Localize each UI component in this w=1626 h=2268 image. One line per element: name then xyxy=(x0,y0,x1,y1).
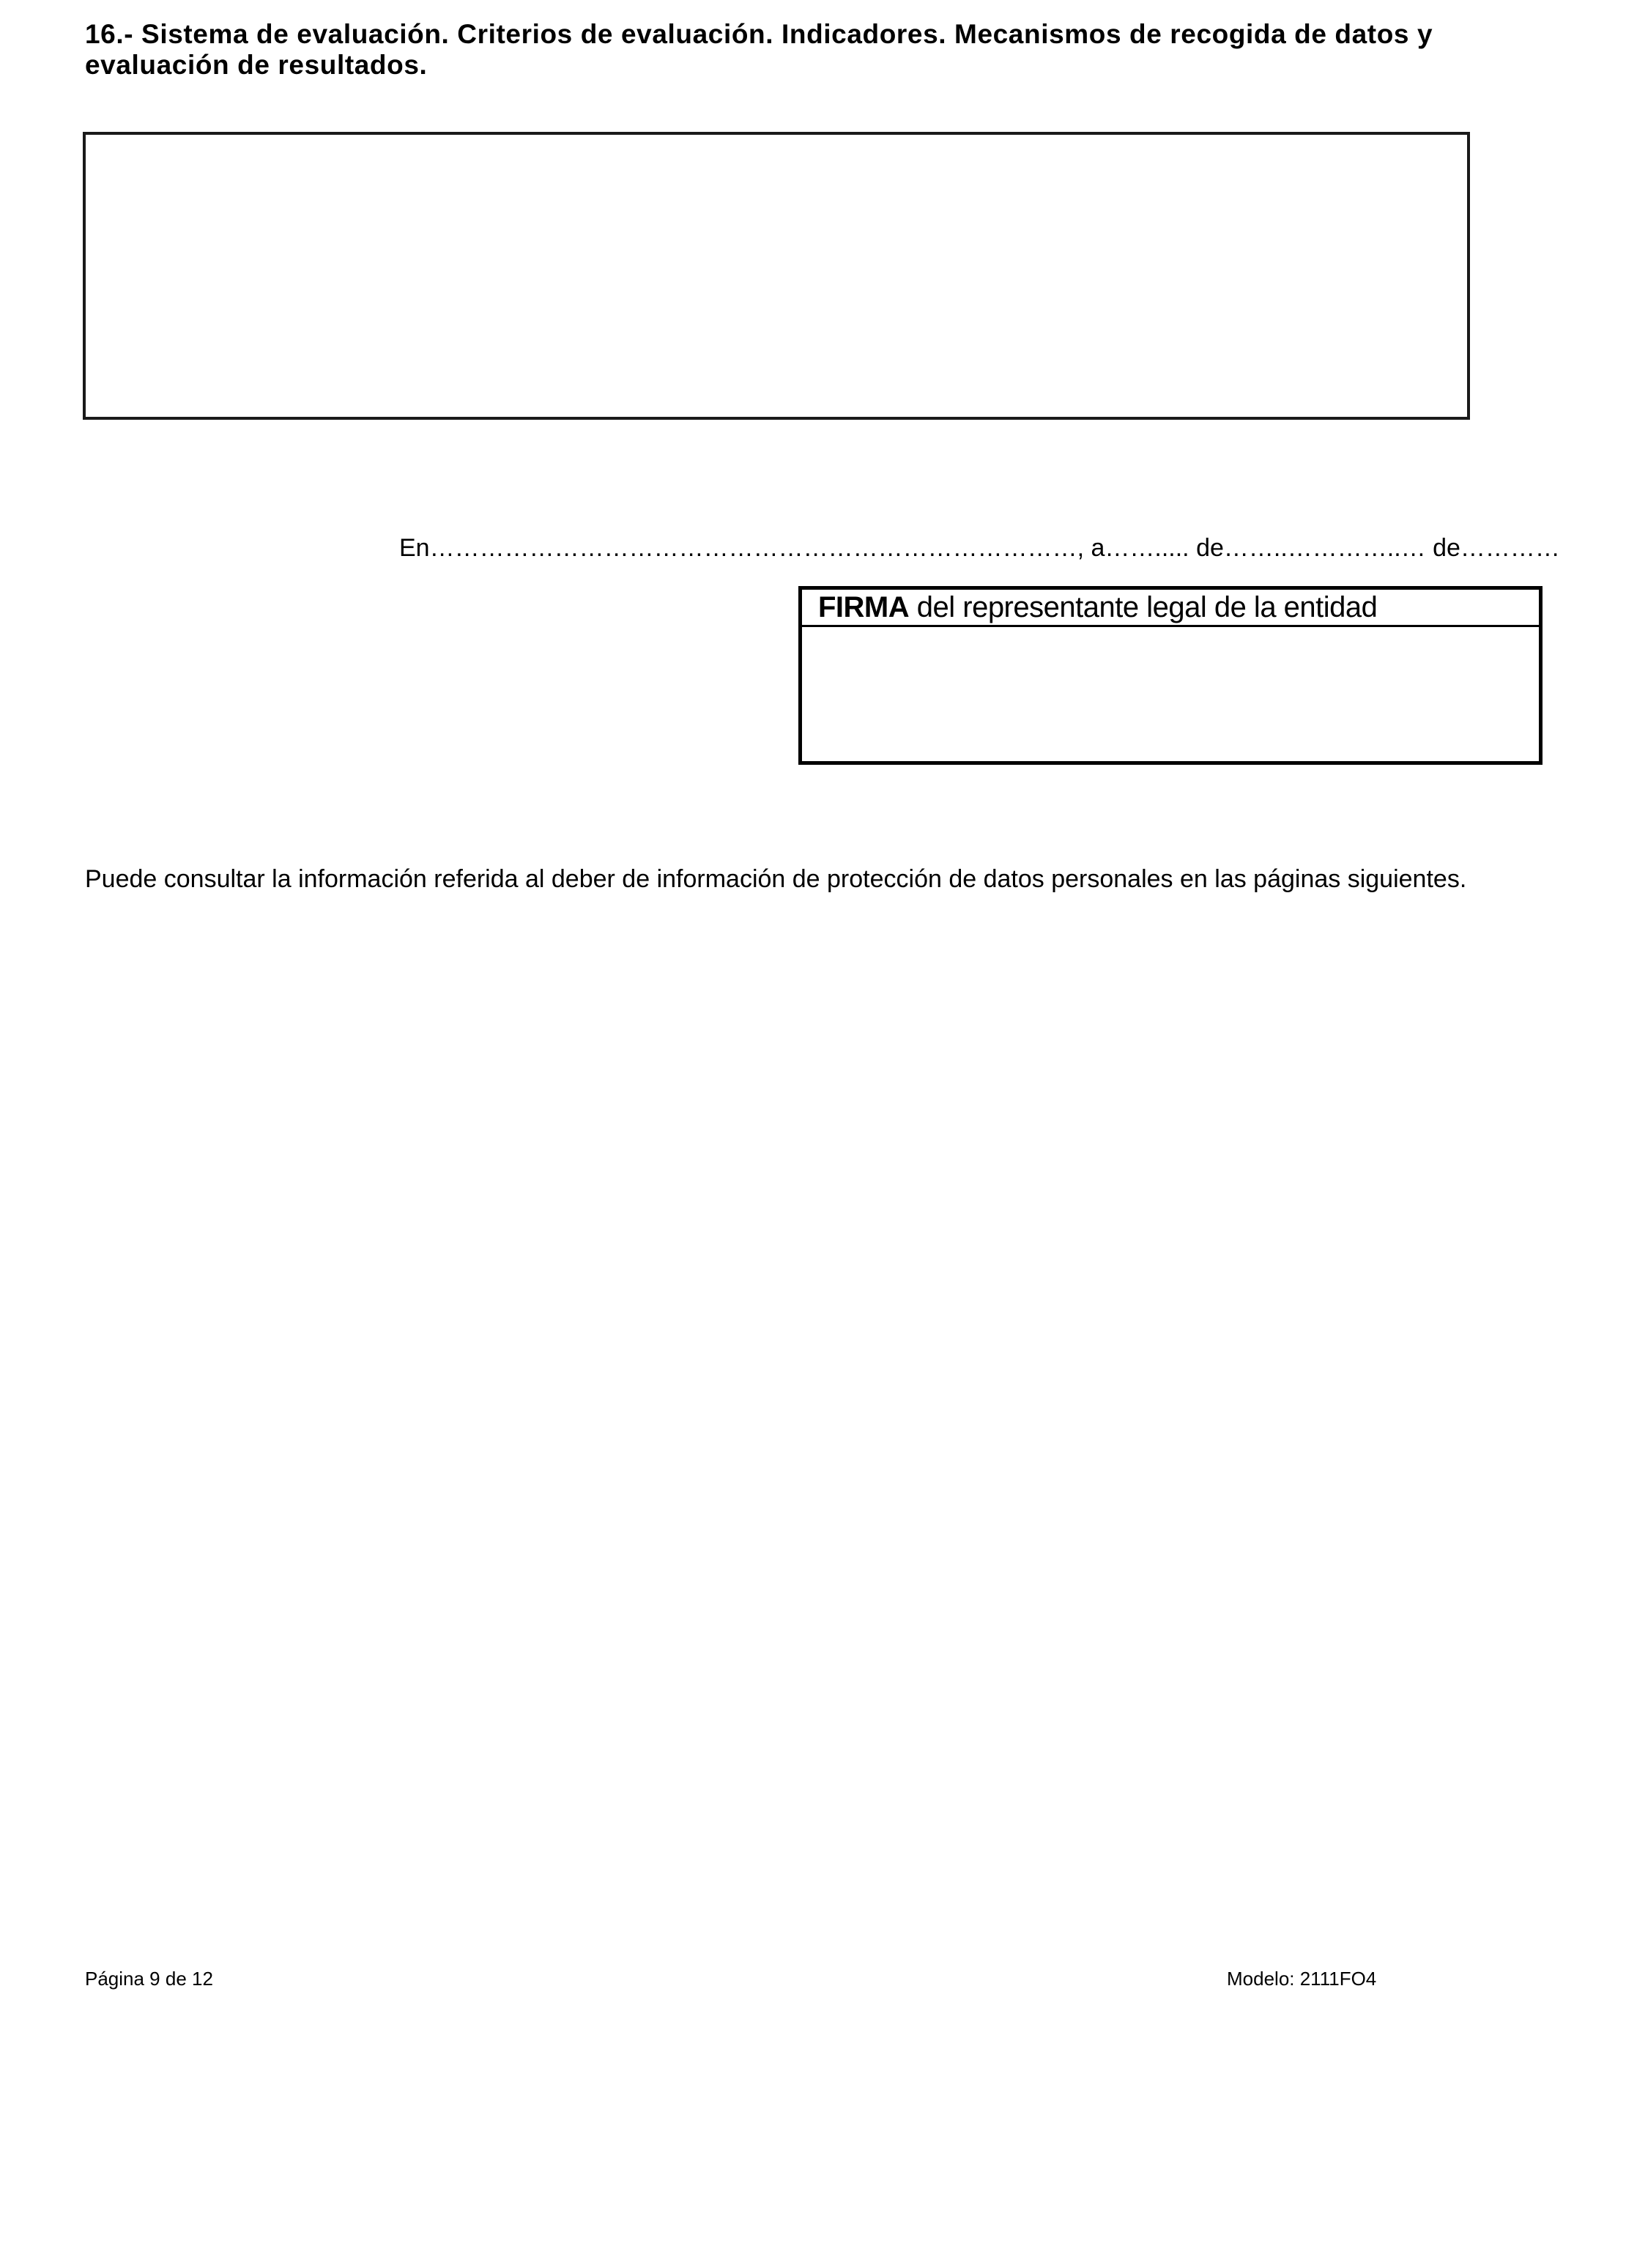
signature-area[interactable] xyxy=(802,627,1539,761)
signature-label-rest: del representante legal de la entidad xyxy=(909,591,1378,623)
signature-header xyxy=(802,590,1539,627)
place-date-line: En……………………………………………………………………, a……..... de……..…………..… de………… xyxy=(399,534,1560,562)
footer-model-code: Modelo: 2111FO4 xyxy=(1227,1968,1377,1990)
privacy-note: Puede consultar la información referida al deber de información de protección de datos personales en las páginas siguientes. xyxy=(85,865,1467,893)
signature-box xyxy=(798,586,1543,765)
evaluation-answer-box[interactable] xyxy=(83,132,1470,420)
signature-label-bold: FIRMA xyxy=(818,591,910,623)
footer-page-number: Página 9 de 12 xyxy=(85,1968,213,1990)
section-title: 16.- Sistema de evaluación. Criterios de evaluación. Indicadores. Mecanismos de recogida de datos y evaluación de resultados. xyxy=(85,19,1433,80)
